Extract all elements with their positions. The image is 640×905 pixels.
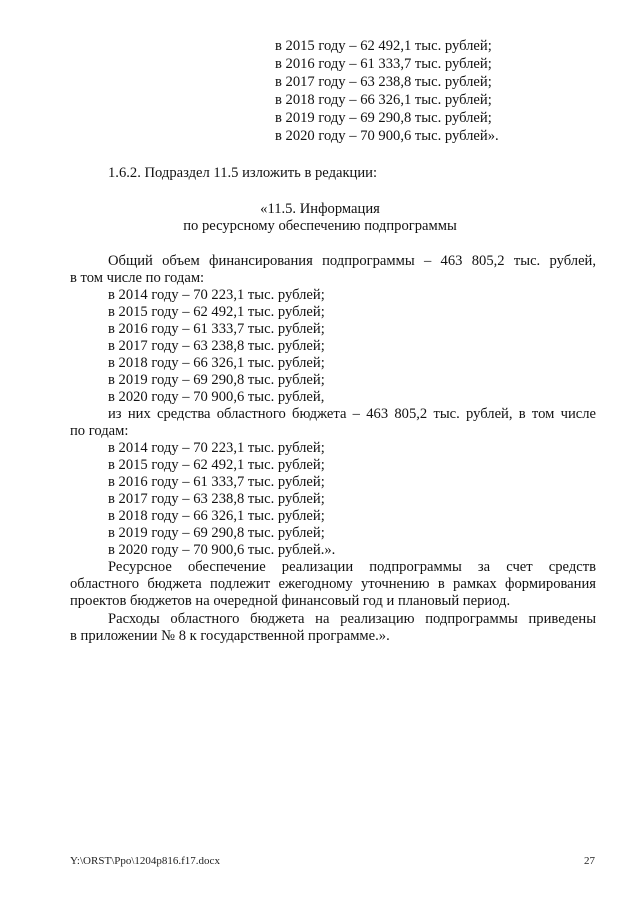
- section-title: «11.5. Информация: [260, 201, 380, 217]
- regional-list-item: в 2015 году – 62 492,1 тыс. рублей;: [108, 457, 325, 473]
- total-list-item: в 2016 году – 61 333,7 тыс. рублей;: [108, 321, 325, 337]
- amendment-point: 1.6.2. Подраздел 11.5 изложить в редакции:: [108, 165, 378, 181]
- footer-file-path: Y:\ORST\Ppo\1204p816.f17.docx: [70, 855, 220, 867]
- regional-budget-text: из них средства областного бюджета – 463 805,2 тыс. рублей, в том числе: [108, 406, 596, 422]
- total-list-item: в 2017 году – 63 238,8 тыс. рублей;: [108, 338, 325, 354]
- regional-list-item: в 2014 году – 70 223,1 тыс. рублей;: [108, 440, 325, 456]
- top-list-item: в 2018 году – 66 326,1 тыс. рублей;: [275, 92, 492, 108]
- top-list-item: в 2020 году – 70 900,6 тыс. рублей».: [275, 128, 499, 144]
- total-list-item: в 2018 году – 66 326,1 тыс. рублей;: [108, 355, 325, 371]
- top-list-item: в 2017 году – 63 238,8 тыс. рублей;: [275, 74, 492, 90]
- total-financing-text-cont: в том числе по годам:: [70, 270, 205, 286]
- resource-provision-text: Ресурсное обеспечение реализации подпрограммы за счет средств: [108, 559, 596, 575]
- regional-list-item: в 2016 году – 61 333,7 тыс. рублей;: [108, 474, 325, 490]
- total-financing-text: Общий объем финансирования подпрограммы – 463 805,2 тыс. рублей,: [108, 253, 596, 269]
- regional-list-item: в 2017 году – 63 238,8 тыс. рублей;: [108, 491, 325, 507]
- resource-provision-text-cont: областного бюджета подлежит ежегодному уточнению в рамках формирования: [70, 576, 596, 592]
- top-list-item: в 2019 году – 69 290,8 тыс. рублей;: [275, 110, 492, 126]
- expenses-text: Расходы областного бюджета на реализацию подпрограммы приведены: [108, 611, 596, 627]
- regional-list-item: в 2019 году – 69 290,8 тыс. рублей;: [108, 525, 325, 541]
- total-list-item: в 2015 году – 62 492,1 тыс. рублей;: [108, 304, 325, 320]
- page-number: 27: [584, 855, 595, 867]
- total-list-item: в 2014 году – 70 223,1 тыс. рублей;: [108, 287, 325, 303]
- top-list-item: в 2016 году – 61 333,7 тыс. рублей;: [275, 56, 492, 72]
- regional-budget-text-cont: по годам:: [70, 423, 129, 439]
- resource-provision-text-end: проектов бюджетов на очередной финансовый год и плановый период.: [70, 593, 511, 609]
- section-subtitle: по ресурсному обеспечению подпрограммы: [183, 218, 457, 234]
- regional-list-item: в 2020 году – 70 900,6 тыс. рублей.».: [108, 542, 336, 558]
- total-list-item: в 2019 году – 69 290,8 тыс. рублей;: [108, 372, 325, 388]
- top-list-item: в 2015 году – 62 492,1 тыс. рублей;: [275, 38, 492, 54]
- total-list-item: в 2020 году – 70 900,6 тыс. рублей,: [108, 389, 325, 405]
- expenses-text-cont: в приложении № 8 к государственной программе.».: [70, 628, 390, 644]
- regional-list-item: в 2018 году – 66 326,1 тыс. рублей;: [108, 508, 325, 524]
